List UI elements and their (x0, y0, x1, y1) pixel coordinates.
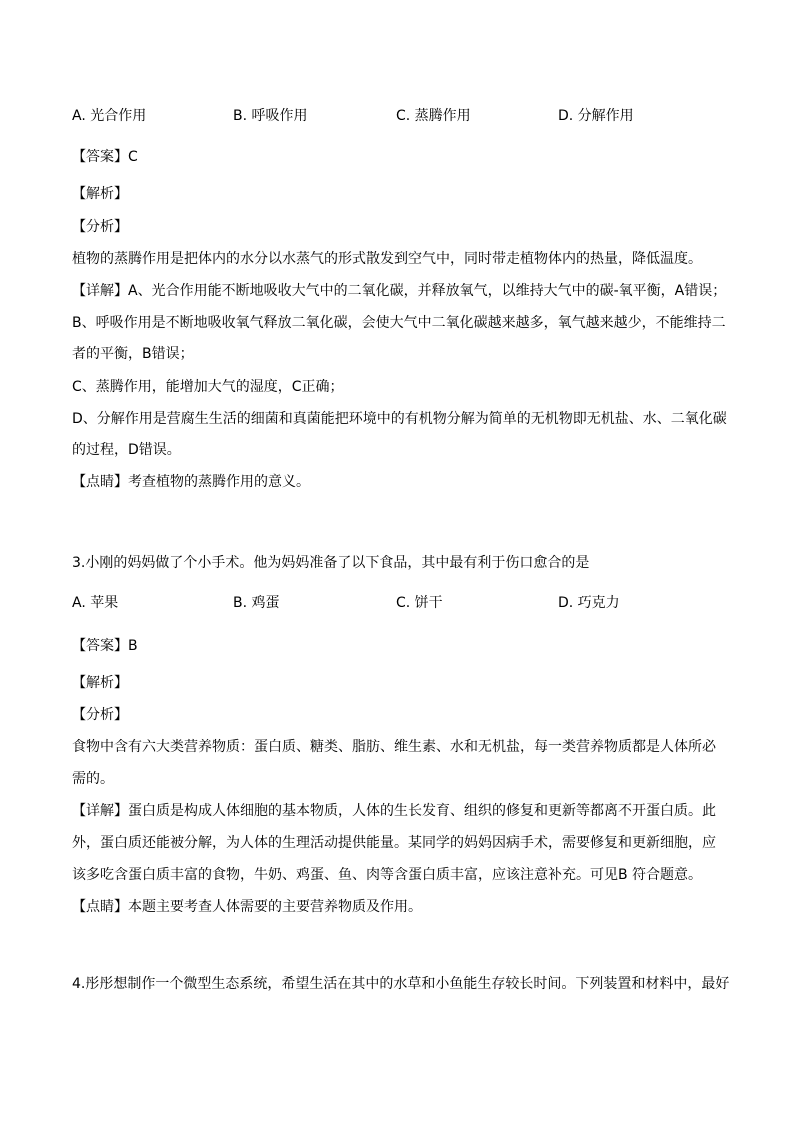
q2-comment-text: 考查植物的蒸腾作用的意义。 (128, 474, 310, 490)
q3-comment (72, 897, 724, 917)
q3-answer-value: B (128, 638, 138, 654)
q3-answer-label: 【答案】 (72, 638, 128, 654)
q2-option-c: C. 蒸腾作用 (396, 108, 471, 124)
q3-detail-text-1: 蛋白质是构成人体细胞的基本物质，人体的生长发育、组织的修复和更新等都离不开蛋白质。此 (128, 803, 716, 819)
q3-comment-text: 本题主要考查人体需要的主要营养物质及作用。 (128, 899, 422, 915)
q3-option-a: A. 苹果 (72, 595, 119, 611)
q4-question: 4.彤彤想制作一个微型生态系统，希望生活在其中的水草和小鱼能生存较长时间。下列装置和材料中，最好 (72, 976, 730, 992)
q3-detail-line-3: 该多吃含蛋白质丰富的食物，牛奶、鸡蛋、鱼、肉等含蛋白质丰富，应该注意补充。可见B 符合题意。 (72, 867, 703, 883)
q2-option-d: D. 分解作用 (558, 108, 634, 124)
q3-detail-line-1 (72, 801, 724, 821)
q2-answer-value: C (128, 149, 138, 165)
q2-option-a: A. 光合作用 (72, 108, 147, 124)
q3-comment-label: 【点睛】 (72, 899, 128, 915)
q3-option-b: B. 鸡蛋 (233, 595, 280, 611)
q3-fenxi-line-1: 食物中含有六大类营养物质：蛋白质、糖类、脂肪、维生素、水和无机盐，每一类营养物质都是人体所必 (72, 739, 716, 755)
q3-option-c: C. 饼干 (396, 595, 443, 611)
q2-fenxi-text: 植物的蒸腾作用是把体内的水分以水蒸气的形式散发到空气中，同时带走植物体内的热量，降低温度。 (72, 251, 702, 267)
q2-comment-label: 【点睛】 (72, 474, 128, 490)
q3-answer (72, 636, 724, 656)
q3-option-d: D. 巧克力 (558, 595, 620, 611)
q3-detail-label: 【详解】 (72, 803, 128, 819)
q2-option-b: B. 呼吸作用 (233, 108, 308, 124)
q2-detail-line-5: D、分解作用是营腐生生活的细菌和真菌能把环境中的有机物分解为简单的无机物即无机盐、水、二氧化碳 (72, 411, 727, 427)
q3-question: 3.小刚的妈妈做了个小手术。他为妈妈准备了以下食品，其中最有利于伤口愈合的是 (72, 555, 590, 571)
q2-fenxi-label: 【分析】 (72, 219, 128, 235)
q2-detail-label: 【详解】 (72, 283, 128, 299)
q2-answer-label: 【答案】 (72, 149, 128, 165)
q2-analysis-label: 【解析】 (72, 186, 128, 202)
q2-detail-text-1: A、光合作用能不断地吸收大气中的二氧化碳，并释放氧气，以维持大气中的碳-氧平衡，A错误； (128, 283, 727, 299)
q2-detail-line-4: C、蒸腾作用，能增加大气的湿度，C正确； (72, 379, 344, 395)
q2-answer (72, 147, 724, 167)
q2-detail-line-1 (72, 281, 727, 301)
q2-detail-line-6: 的过程，D错误。 (72, 442, 181, 458)
q3-fenxi-line-2: 需的。 (72, 771, 114, 787)
q2-comment (72, 472, 724, 492)
q3-analysis-label: 【解析】 (72, 675, 128, 691)
q2-detail-line-2: B、呼吸作用是不断地吸收氧气释放二氧化碳，会使大气中二氧化碳越来越多，氧气越来越少，不能维持二 (72, 315, 726, 331)
q3-fenxi-label: 【分析】 (72, 707, 128, 723)
q2-detail-line-3: 者的平衡，B错误； (72, 346, 194, 362)
q3-detail-line-2: 外，蛋白质还能被分解，为人体的生理活动提供能量。某同学的妈妈因病手术，需要修复和更新细胞，应 (72, 835, 716, 851)
